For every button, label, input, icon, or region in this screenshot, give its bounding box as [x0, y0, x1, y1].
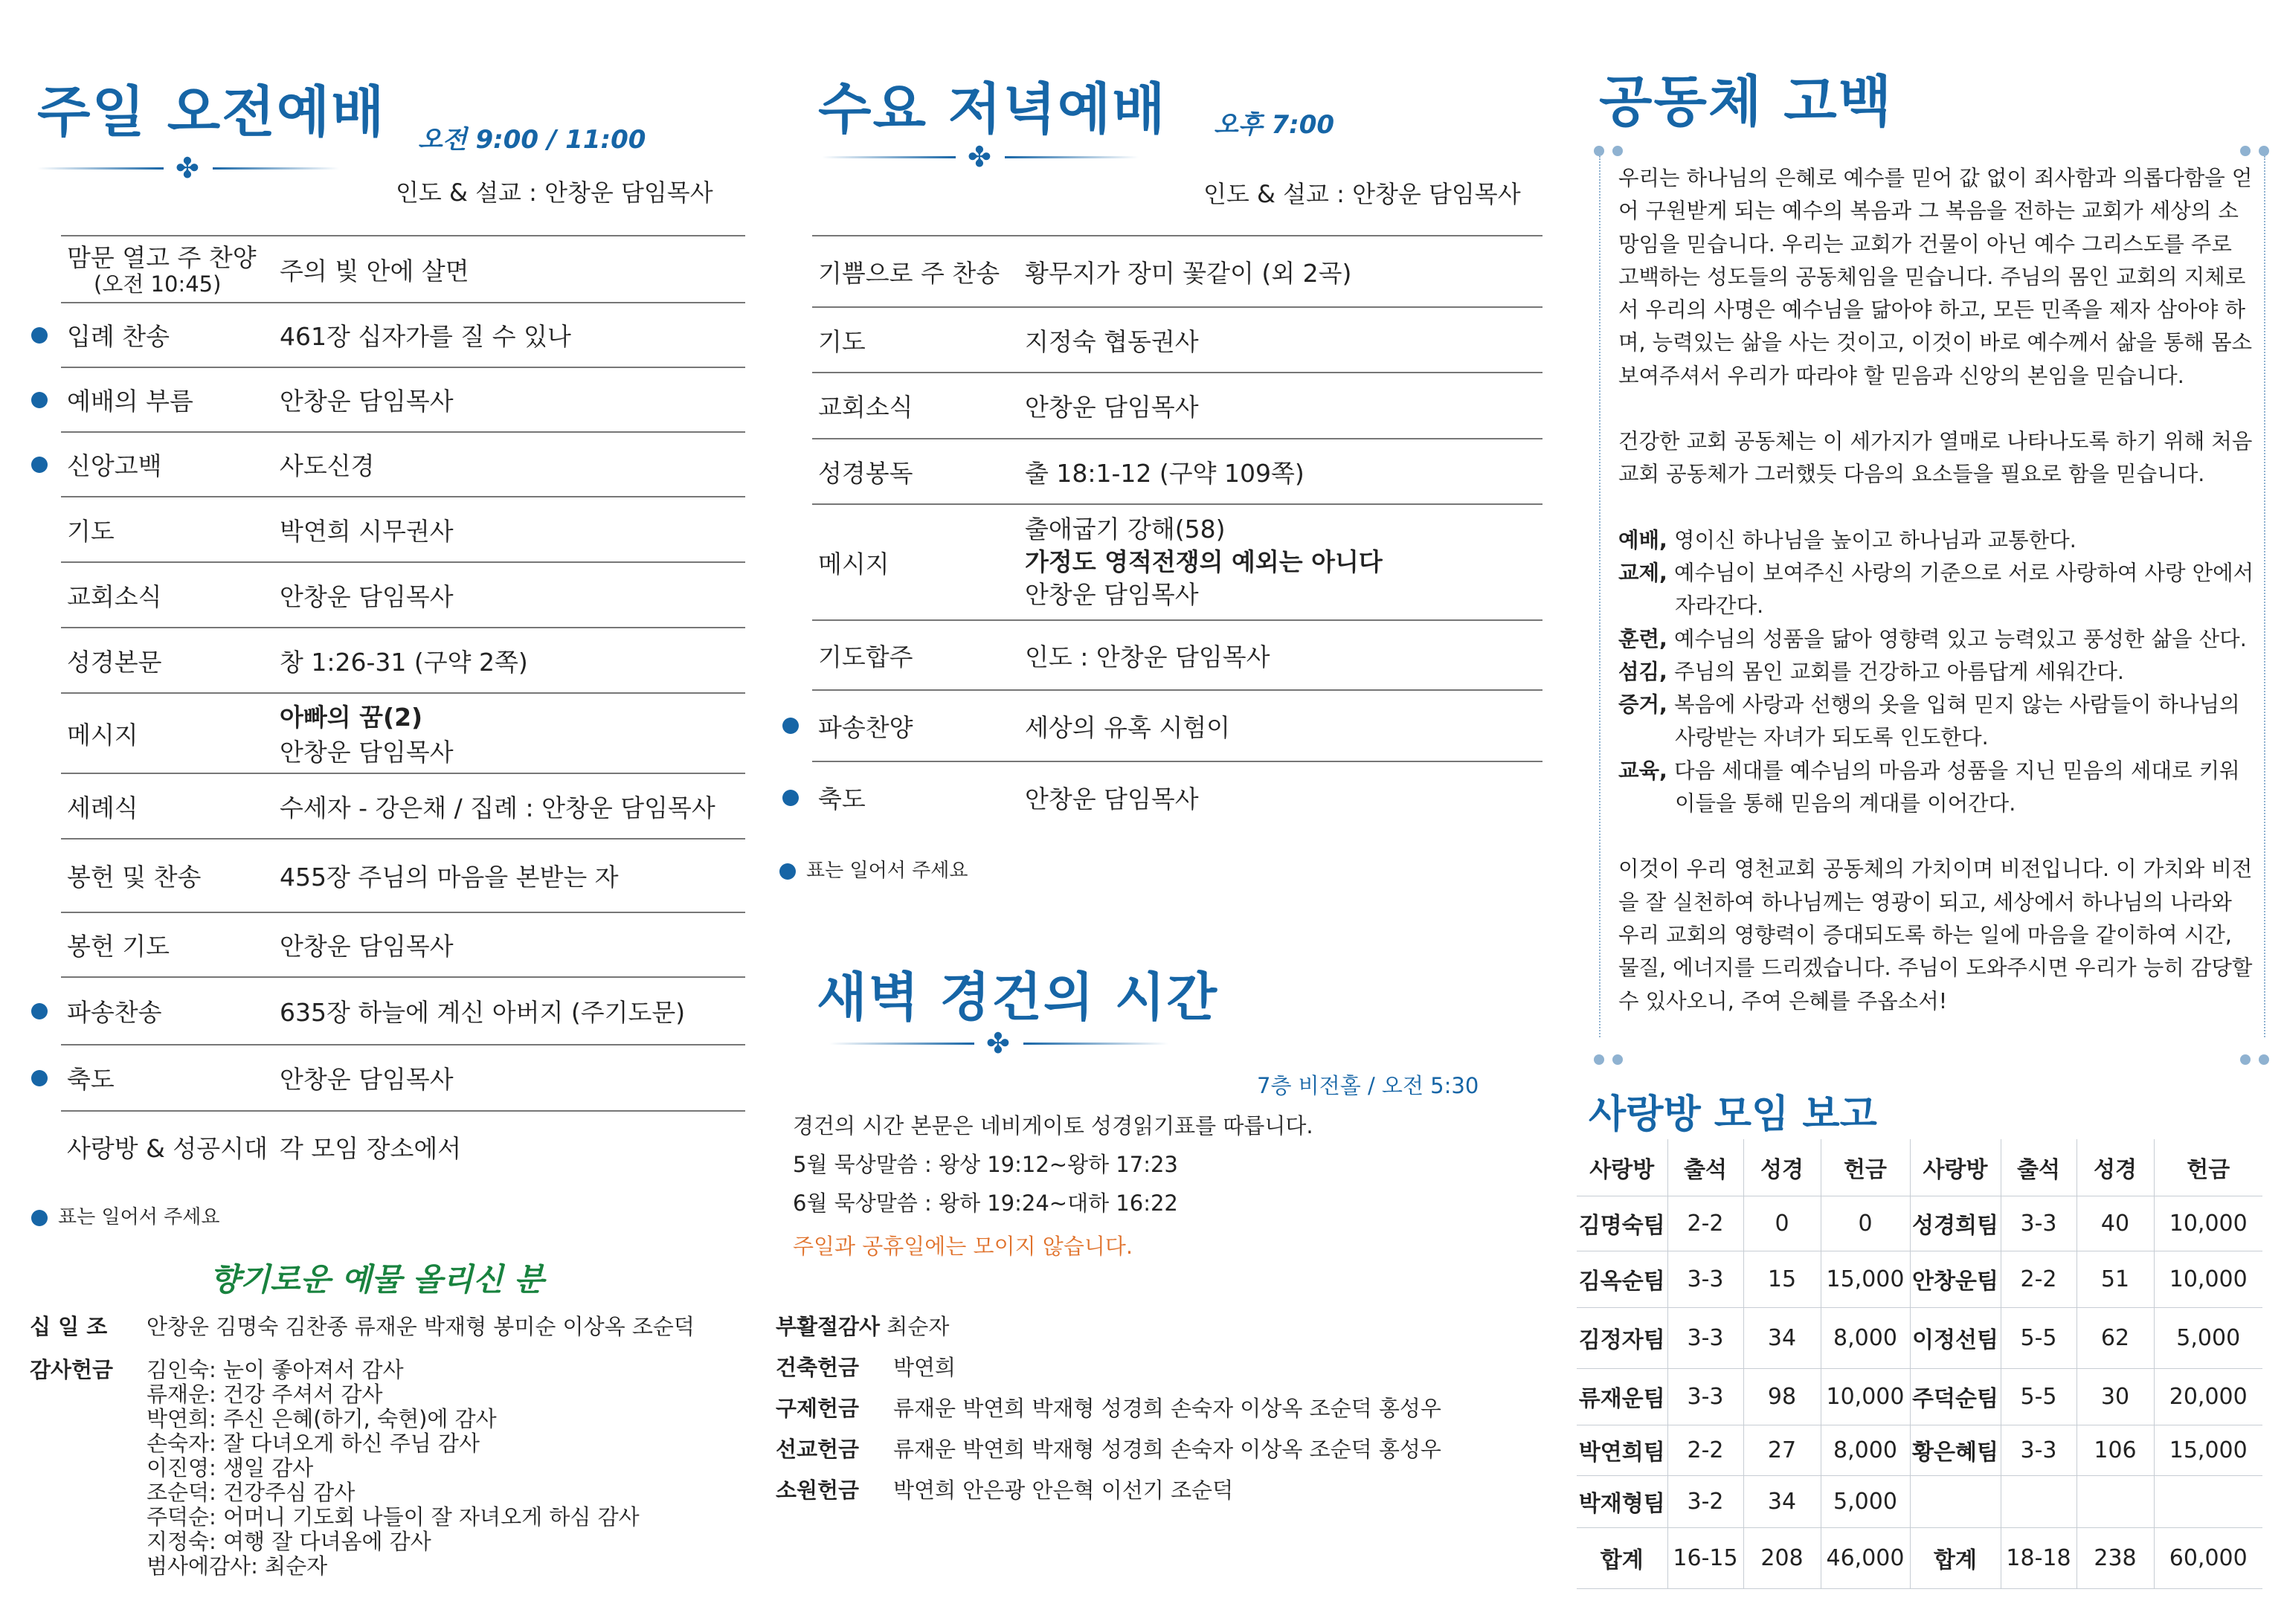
offering-type: 선교헌금 — [776, 1437, 860, 1462]
cell: 30 — [2076, 1368, 2154, 1425]
offering-names: 박연희 — [893, 1355, 956, 1380]
cell: 2-2 — [1667, 1425, 1743, 1475]
col-header: 출석 — [2001, 1139, 2076, 1196]
stand-up-dot-icon — [782, 718, 799, 734]
row-label: 봉헌 기도 — [67, 932, 170, 961]
item-text: 복음에 사랑과 선행의 옷을 입혀 믿지 않는 사람들이 하나님의 — [1673, 692, 2240, 718]
wednesday-row — [812, 307, 1542, 373]
cell: 안창운팀 — [1910, 1251, 2001, 1307]
cell: 황은혜팀 — [1910, 1425, 2001, 1475]
item-key: 예배, — [1618, 527, 1667, 552]
cell: 3-3 — [1667, 1307, 1743, 1368]
wednesday-row — [812, 504, 1542, 620]
report-row — [1577, 1251, 2262, 1307]
row-label: 메시지 — [67, 720, 138, 750]
cell: 김명숙팀 — [1577, 1196, 1667, 1251]
item-text: 예수님이 보여주신 사랑의 기준으로 서로 사랑하여 사랑 안에서 — [1673, 560, 2254, 585]
total-cell: 208 — [1743, 1527, 1821, 1588]
dawn-line: 5월 묵상말씀 : 왕상 19:12~왕하 17:23 — [793, 1152, 1178, 1177]
row-value: 세상의 유혹 시험이 — [1025, 690, 1542, 761]
row-label: 입례 찬송 — [67, 322, 170, 351]
wednesday-note — [779, 855, 968, 883]
row-value: 지정숙 협동권사 — [1025, 307, 1542, 373]
confession-item — [1618, 557, 2258, 590]
item-key: 증거, — [1618, 692, 1667, 718]
cell: 2-2 — [1667, 1196, 1743, 1251]
item-key: 교육, — [1618, 758, 1667, 783]
confession-border-right — [2264, 156, 2265, 1037]
clover-icon: ✤ — [986, 1027, 1010, 1060]
row-value: 주의 빛 안에 살면 — [280, 236, 745, 303]
cell: 2-2 — [2001, 1251, 2076, 1307]
report-table — [1577, 1139, 2262, 1589]
col-header: 성경 — [1743, 1139, 1821, 1196]
dawn-ornament — [829, 1027, 1171, 1060]
sunday-title: 주일 오전예배 — [37, 80, 386, 144]
cell — [2154, 1475, 2262, 1527]
sunday-row — [61, 628, 745, 693]
confession-para: 건강한 교회 공동체는 이 세가지가 열매로 나타나도록 하기 위해 처음 교회 공동체가 그러했듯 다음의 요소들을 필요로 함을 믿습니다. — [1618, 429, 2253, 487]
wednesday-row — [812, 236, 1542, 307]
wednesday-ornament — [822, 141, 1142, 173]
sunday-row — [61, 912, 745, 977]
sunday-row — [61, 236, 745, 303]
row-value: 창 1:26-31 (구약 2쪽) — [280, 628, 745, 693]
offering-names: 박연희 안은광 안은혁 이선기 조순덕 — [893, 1478, 1234, 1503]
stand-up-dot-icon — [782, 790, 799, 806]
cell: 27 — [1743, 1425, 1821, 1475]
stand-up-dot-icon — [31, 1210, 48, 1226]
item-key: 훈련, — [1618, 626, 1667, 651]
row-label: 사랑방 & 성공시대 — [67, 1134, 268, 1163]
thanks-line: 손숙자: 잘 다녀오게 하신 주님 감사 — [147, 1431, 480, 1456]
cell: 박재형팀 — [1577, 1475, 1667, 1527]
cell: 10,000 — [2154, 1251, 2262, 1307]
cell: 5-5 — [2001, 1368, 2076, 1425]
offering-type: 건축헌금 — [776, 1355, 860, 1380]
total-cell: 46,000 — [1821, 1527, 1910, 1588]
wednesday-row — [812, 620, 1542, 690]
wednesday-row — [812, 373, 1542, 439]
cell: 5,000 — [1821, 1475, 1910, 1527]
cell: 3-2 — [1667, 1475, 1743, 1527]
sunday-row — [61, 432, 745, 497]
dot-ornament — [2259, 146, 2269, 156]
thanks-line: 범사에감사: 최순자 — [147, 1553, 328, 1579]
clover-icon: ✤ — [968, 141, 991, 173]
item-key: 교제, — [1618, 560, 1667, 585]
item-text-cont: 이들을 통해 믿음의 계대를 이어간다. — [1675, 791, 2016, 816]
row-label: 신앙고백 — [67, 451, 162, 480]
sunday-row — [61, 693, 745, 773]
offering-list — [30, 1315, 773, 1579]
row-value: 안창운 담임목사 — [1025, 784, 1199, 813]
row-label: 파송찬송 — [67, 998, 162, 1027]
total-cell: 60,000 — [2154, 1527, 2262, 1588]
total-cell: 합계 — [1577, 1527, 1667, 1588]
sunday-row — [61, 303, 745, 367]
dot-ornament — [1612, 1054, 1623, 1065]
cell: 34 — [1743, 1475, 1821, 1527]
note-text: 표는 일어서 주세요 — [806, 860, 968, 882]
item-text-cont: 사랑받는 자녀가 되도록 인도한다. — [1675, 725, 1989, 750]
row-value: 안창운 담임목사 — [280, 562, 745, 628]
row-value: 안창운 담임목사 — [280, 367, 745, 432]
message-preacher: 안창운 담임목사 — [280, 738, 454, 767]
sunday-officiant: 인도 & 설교 : 안창운 담임목사 — [396, 178, 713, 207]
total-cell: 16-15 — [1667, 1527, 1743, 1588]
col-header: 출석 — [1667, 1139, 1743, 1196]
wednesday-officiant: 인도 & 설교 : 안창운 담임목사 — [1203, 180, 1521, 208]
wednesday-order-table — [812, 235, 1542, 833]
report-row — [1577, 1475, 2262, 1527]
sunday-row — [61, 1111, 745, 1182]
row-label: 파송찬양 — [818, 712, 913, 742]
col-header: 사랑방 — [1910, 1139, 2001, 1196]
cell: 106 — [2076, 1425, 2154, 1475]
dot-ornament — [2240, 1054, 2251, 1065]
dawn-place: 7층 비전홀 / 오전 5:30 — [1257, 1073, 1479, 1098]
sunday-ornament — [37, 152, 342, 184]
sunday-order-table — [61, 235, 745, 1182]
dot-ornament — [1594, 146, 1604, 156]
wednesday-row — [812, 439, 1542, 504]
row-label: 성경본문 — [67, 647, 162, 677]
stand-up-dot-icon — [31, 457, 48, 473]
offering-names: 류재운 박연희 박재형 성경희 손숙자 이상옥 조순덕 홍성우 — [893, 1437, 1441, 1462]
sunday-time: 오전 9:00 / 11:00 — [418, 125, 646, 155]
offering-names: 최순자 — [887, 1314, 950, 1339]
stand-up-dot-icon — [31, 327, 48, 344]
total-cell: 합계 — [1910, 1527, 2001, 1588]
stand-up-dot-icon — [31, 1003, 48, 1019]
col-header: 헌금 — [2154, 1139, 2262, 1196]
row-value: 455장 주님의 마음을 본받는 자 — [280, 839, 745, 912]
row-value: 각 모임 장소에서 — [280, 1134, 462, 1163]
total-cell: 18-18 — [2001, 1527, 2076, 1588]
message-title: 가정도 영적전쟁의 예외는 아니다 — [1025, 547, 1383, 576]
thanks-line: 박연희: 주신 은혜(하기, 숙현)에 감사 — [147, 1406, 497, 1431]
col-header: 사랑방 — [1577, 1139, 1667, 1196]
row-label: 예배의 부름 — [67, 387, 193, 416]
confession-item — [1618, 755, 2258, 787]
row-label: 메시지 — [818, 549, 890, 579]
cell: 5-5 — [2001, 1307, 2076, 1368]
cell: 20,000 — [2154, 1368, 2262, 1425]
cell: 8,000 — [1821, 1307, 1910, 1368]
confession-title: 공동체 고백 — [1599, 70, 1894, 134]
offering-type: 구제헌금 — [776, 1396, 860, 1421]
cell: 김정자팀 — [1577, 1307, 1667, 1368]
confession-text — [1618, 162, 2258, 1018]
cell — [2001, 1475, 2076, 1527]
cell: 98 — [1743, 1368, 1821, 1425]
report-row — [1577, 1368, 2262, 1425]
cell: 15,000 — [1821, 1251, 1910, 1307]
report-header-row — [1577, 1139, 2262, 1196]
offering-names: 류재운 박연희 박재형 성경희 손숙자 이상옥 조순덕 홍성우 — [893, 1396, 1441, 1421]
message-series: 출애굽기 강해(58) — [1025, 515, 1226, 544]
confession-item — [1618, 623, 2258, 656]
cell: 0 — [1821, 1196, 1910, 1251]
row-value: 안창운 담임목사 — [1025, 373, 1542, 439]
cell: 김옥순팀 — [1577, 1251, 1667, 1307]
row-value: 461장 십자가를 질 수 있나 — [280, 303, 745, 367]
row-value: 635장 하늘에 계신 아버지 (주기도문) — [280, 977, 745, 1045]
sunday-row — [61, 1045, 745, 1111]
item-text: 다음 세대를 예수님의 마음과 성품을 지닌 믿음의 세대로 키워 — [1673, 758, 2240, 783]
row-value: 출 18:1-12 (구약 109쪽) — [1025, 439, 1542, 504]
dawn-notice: 주일과 공휴일에는 모이지 않습니다. — [793, 1234, 1133, 1259]
row-label: 교회소식 — [818, 393, 913, 422]
message-preacher: 안창운 담임목사 — [1025, 580, 1199, 609]
offering-type: 소원헌금 — [776, 1478, 860, 1503]
item-text: 주님의 몸인 교회를 건강하고 아름답게 세워간다. — [1673, 659, 2124, 684]
thanks-line: 류재운: 건강 주셔서 감사 — [147, 1382, 383, 1407]
row-label: 교회소식 — [67, 581, 162, 611]
cell: 류재운팀 — [1577, 1368, 1667, 1425]
wednesday-row — [812, 761, 1542, 833]
cell: 15,000 — [2154, 1425, 2262, 1475]
thanks-line: 주덕순: 어머니 기도회 나들이 잘 자녀오게 하심 감사 — [147, 1504, 640, 1530]
cell — [2076, 1475, 2154, 1527]
dawn-lines — [793, 1106, 1313, 1266]
row-label: 기도합주 — [818, 642, 913, 671]
tithe-names: 안창운 김명숙 김찬종 류재운 박재형 봉미순 이상옥 조순덕 — [147, 1314, 695, 1339]
thanks-label: 감사헌금 — [30, 1357, 114, 1382]
confession-item — [1618, 656, 2258, 689]
cell: 박연희팀 — [1577, 1425, 1667, 1475]
sunday-row — [61, 367, 745, 432]
cell — [1910, 1475, 2001, 1527]
row-value: 사도신경 — [280, 432, 745, 497]
row-label: 기쁨으로 주 찬송 — [818, 258, 1000, 288]
item-text-cont: 자라간다. — [1675, 593, 1764, 619]
cell: 40 — [2076, 1196, 2154, 1251]
confession-item — [1618, 689, 2258, 721]
stand-up-dot-icon — [779, 863, 796, 880]
row-label: 축도 — [67, 1065, 115, 1094]
dawn-title: 새벽 경건의 시간 — [817, 967, 1219, 1028]
report-row — [1577, 1196, 2262, 1251]
dawn-line: 경건의 시간 본문은 네비게이토 성경읽기표를 따릅니다. — [793, 1113, 1313, 1138]
thanks-line: 지정숙: 여행 잘 다녀옴에 감사 — [147, 1529, 431, 1554]
cell: 10,000 — [1821, 1368, 1910, 1425]
stand-up-dot-icon — [31, 1070, 48, 1086]
confession-para: 우리는 하나님의 은혜로 예수를 믿어 값 없이 죄사함과 의롭다함을 얻어 구원받게 되는 예수의 복음과 그 복음을 전하는 교회가 세상의 소망임을 믿습니다. 우리는 교회가 건물이 아닌 예수 그리스도를 주로 고백하는 성도들의 공동체임을 믿습니다. 주님의 몸인 교회의 지체로서 우리의 사명은 예수님을 닮아야 하고, 모든 민족을 제자 삼아야 하며, 능력있는 삶을 사는 것이고, 이것이 바로 예수께서 삶을 통해 몸소 보여주셔서 우리가 따라야 할 믿음과 신앙의 본임을 믿습니다. — [1618, 166, 2253, 388]
item-text: 예수님의 성품을 닮아 영향력 있고 능력있고 풍성한 삶을 산다. — [1673, 626, 2247, 651]
cell: 3-3 — [1667, 1251, 1743, 1307]
note-text: 표는 일어서 주세요 — [58, 1206, 220, 1228]
item-key: 섬김, — [1618, 659, 1667, 684]
row-value: 수세자 - 강은채 / 집례 : 안창운 담임목사 — [280, 773, 745, 839]
report-total-row — [1577, 1527, 2262, 1588]
cell: 10,000 — [2154, 1196, 2262, 1251]
row-label: 성경봉독 — [818, 458, 913, 488]
row-value: 안창운 담임목사 — [280, 912, 745, 977]
cell: 0 — [1743, 1196, 1821, 1251]
sunday-row — [61, 497, 745, 562]
sunday-row — [61, 562, 745, 628]
cell: 62 — [2076, 1307, 2154, 1368]
cell: 8,000 — [1821, 1425, 1910, 1475]
sunday-row — [61, 977, 745, 1045]
col-header: 헌금 — [1821, 1139, 1910, 1196]
row-label: 기도 — [818, 326, 866, 356]
cell: 3-3 — [2001, 1196, 2076, 1251]
cell: 성경희팀 — [1910, 1196, 2001, 1251]
row-value: 황무지가 장미 꽃같이 (외 2곡) — [1025, 236, 1542, 307]
offering-title: 향기로운 예물 올리신 분 — [210, 1261, 544, 1298]
thanks-line: 이진영: 생일 감사 — [147, 1455, 314, 1480]
confession-para: 이것이 우리 영천교회 공동체의 가치이며 비전입니다. 이 가치와 비전을 잘 실천하여 하나님께는 영광이 되고, 세상에서 하나님의 나라와 우리 교회의 영향력이 증대되도록 하는 일에 마음을 같이하여 시간, 물질, 에너지를 드리겠습니다. 주님이 도와주시면 우리가 능히 감당할 수 있사오니, 주여 은혜를 주옵소서! — [1618, 857, 2253, 1014]
offering-others — [776, 1315, 1505, 1519]
report-row — [1577, 1425, 2262, 1475]
dot-ornament — [1594, 1054, 1604, 1065]
cell: 이정선팀 — [1910, 1307, 2001, 1368]
row-label: 축도 — [818, 784, 866, 813]
sunday-note — [31, 1202, 219, 1229]
dawn-line: 6월 묵상말씀 : 왕하 19:24~대하 16:22 — [793, 1190, 1178, 1216]
item-text: 영이신 하나님을 높이고 하나님과 교통한다. — [1673, 527, 2076, 552]
row-label: 맘문 열고 주 찬양 — [67, 242, 257, 272]
wednesday-row — [812, 690, 1542, 761]
confession-item — [1618, 524, 2258, 557]
sunday-row — [61, 773, 745, 839]
row-value: 안창운 담임목사 — [280, 1045, 745, 1111]
dot-ornament — [2259, 1054, 2269, 1065]
cell: 3-3 — [1667, 1368, 1743, 1425]
stand-up-dot-icon — [31, 392, 48, 408]
report-row — [1577, 1307, 2262, 1368]
cell: 15 — [1743, 1251, 1821, 1307]
sunday-row — [61, 839, 745, 912]
clover-icon: ✤ — [176, 152, 199, 184]
report-title: 사랑방 모임 보고 — [1589, 1092, 1877, 1137]
dot-ornament — [1612, 146, 1623, 156]
cell: 51 — [2076, 1251, 2154, 1307]
cell: 3-3 — [2001, 1425, 2076, 1475]
thanks-line: 김인숙: 눈이 좋아져서 감사 — [147, 1357, 404, 1382]
confession-border-left — [1599, 156, 1601, 1037]
thanks-line: 조순덕: 건강주심 감사 — [147, 1480, 356, 1505]
cell: 34 — [1743, 1307, 1821, 1368]
row-label: 세례식 — [67, 793, 138, 822]
wednesday-title: 수요 저녁예배 — [818, 77, 1167, 141]
wednesday-time: 오후 7:00 — [1214, 110, 1335, 140]
row-label: 봉헌 및 찬송 — [67, 863, 202, 892]
offering-type: 부활절감사 — [776, 1314, 881, 1339]
row-value: 인도 : 안창운 담임목사 — [1025, 620, 1542, 690]
total-cell: 238 — [2076, 1527, 2154, 1588]
tithe-label: 십 일 조 — [30, 1314, 108, 1339]
row-sublabel: (오전 10:45) — [94, 271, 222, 297]
col-header: 성경 — [2076, 1139, 2154, 1196]
message-title: 아빠의 꿈(2) — [280, 703, 423, 732]
row-label: 기도 — [67, 516, 115, 546]
dot-ornament — [2240, 146, 2251, 156]
cell: 주덕순팀 — [1910, 1368, 2001, 1425]
row-value: 박연희 시무권사 — [280, 497, 745, 562]
cell: 5,000 — [2154, 1307, 2262, 1368]
